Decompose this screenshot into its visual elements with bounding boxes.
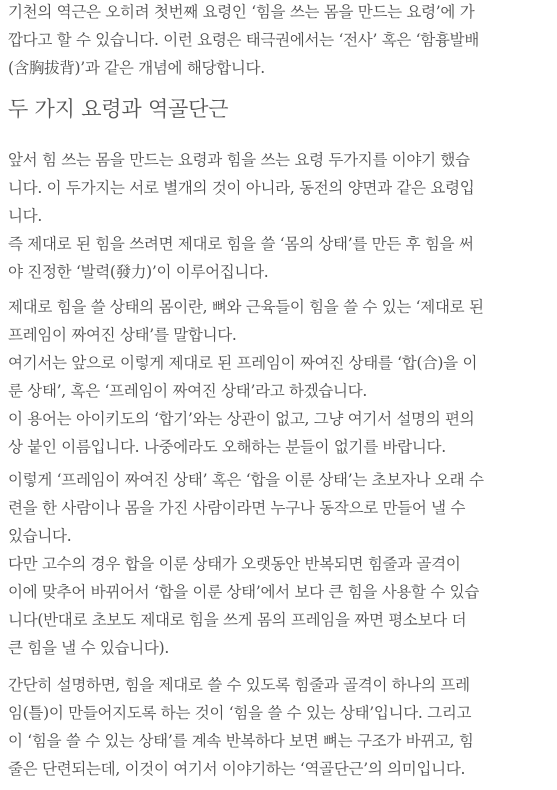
- paragraph-summary: [8, 671, 474, 783]
- paragraph-line: 줄은 단련되는데, 이것이 여기서 이야기하는 ‘역골단근’의 의미입니다.: [8, 760, 466, 778]
- paragraph-line: 니다(반대로 초보도 제대로 힘을 쓰게 몸의 프레임을 짜면 평소보다 더: [8, 611, 467, 629]
- paragraph-line: 련을 한 사람이나 몸을 가진 사람이라면 누구나 동작으로 만들어 낼 수: [8, 499, 466, 517]
- paragraph-line: 이 용어는 아이키도의 ‘합기’와는 상관이 없고, 그냥 여기서 설명의 편의: [8, 410, 475, 428]
- paragraph-line: 있습니다.: [8, 527, 72, 545]
- paragraph-line: 이렇게 ‘프레임이 짜여진 상태’ 혹은 ‘합을 이룬 상태’는 초보자나 오래 수: [8, 471, 484, 489]
- paragraph-line: 기천의 역근은 오히려 첫번째 요령인 ‘힘을 쓰는 몸을 만드는 요령’에 가: [8, 3, 475, 21]
- paragraph-line: 야 진정한 ‘발력(發力)’이 이루어집니다.: [8, 263, 269, 281]
- paragraph-beginner-expert: [8, 466, 484, 662]
- paragraph-line: 앞서 힘 쓰는 몸을 만드는 요령과 힘을 쓰는 요령 두가지를 이야기 했습: [8, 151, 470, 169]
- paragraph-line: 상 붙인 이름입니다. 나중에라도 오해하는 분들이 없기를 바랍니다.: [8, 438, 446, 456]
- paragraph-two-methods: [8, 146, 474, 286]
- paragraph-line: (含胸拔背)’과 같은 개념에 해당합니다.: [8, 59, 265, 77]
- paragraph-line: 다만 고수의 경우 합을 이룬 상태가 오랫동안 반복되면 힘줄과 골격이: [8, 555, 461, 573]
- paragraph-line: 깝다고 할 수 있습니다. 이런 요령은 태극권에서는 ‘전사’ 혹은 ‘함흉발배: [8, 31, 479, 49]
- paragraph-line: 니다. 이 두가지는 서로 별개의 것이 아니라, 동전의 양면과 같은 요령입: [8, 179, 475, 197]
- paragraph-line: 프레임이 짜여진 상태’를 말합니다.: [8, 326, 237, 344]
- paragraph-line: 임(틀)이 만들어지도록 하는 것이 ‘힘을 쓸 수 있는 상태’입니다. 그리고: [8, 704, 472, 722]
- paragraph-line: 룬 상태’, 혹은 ‘프레임이 짜여진 상태’라고 하겠습니다.: [8, 382, 368, 400]
- paragraph-line: 제대로 힘을 쓸 상태의 몸이란, 뼈와 근육들이 힘을 쓸 수 있는 ‘제대로 된: [8, 298, 484, 316]
- paragraph-line: 간단히 설명하면, 힘을 제대로 쓸 수 있도록 힘줄과 골격이 하나의 프레: [8, 676, 470, 694]
- paragraph-frame-state: [8, 293, 484, 461]
- paragraph-line: 이 ‘힘을 쓸 수 있는 상태’를 계속 반복하다 보면 뼈는 구조가 바뀌고, 힘: [8, 732, 474, 750]
- intro-paragraph: [8, 0, 479, 82]
- paragraph-line: 큰 힘을 낼 수 있습니다).: [8, 639, 169, 657]
- paragraph-line: 즉 제대로 된 힘을 쓰려면 제대로 힘을 쓸 ‘몸의 상태’를 만든 후 힘을 써: [8, 235, 474, 253]
- paragraph-line: 여기서는 앞으로 이렇게 제대로 된 프레임이 짜여진 상태를 ‘합(合)을 이: [8, 354, 478, 372]
- paragraph-line: 니다.: [8, 207, 42, 225]
- paragraph-line: 이에 맞추어 바뀌어서 ‘합을 이룬 상태’에서 보다 큰 힘을 사용할 수 있습: [8, 583, 479, 601]
- section-heading: 두 가지 요령과 역골단근: [8, 97, 229, 121]
